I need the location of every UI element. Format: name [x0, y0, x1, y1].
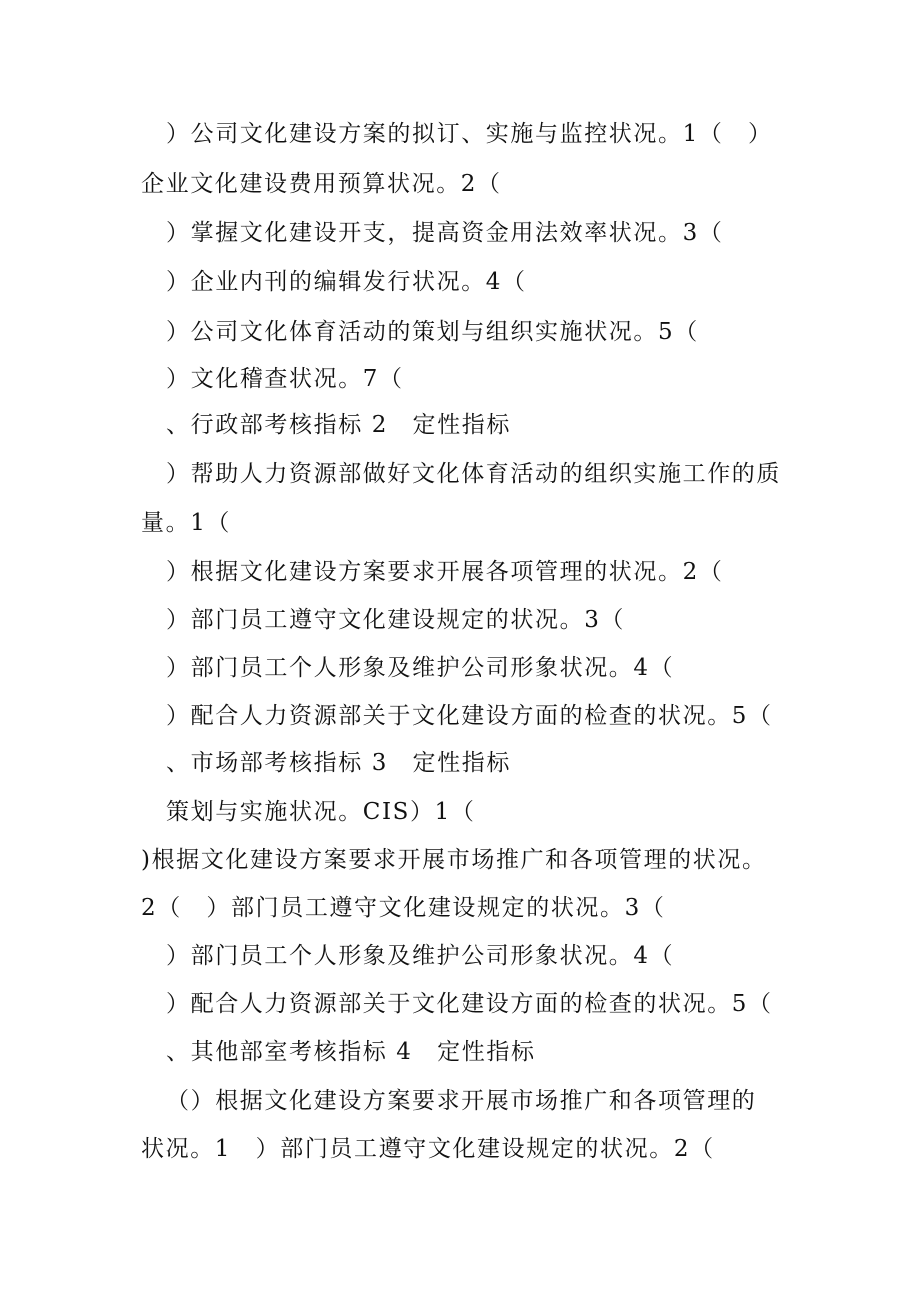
- text-line: ）公司文化建设方案的拟订、实施与监控状况。1（ ）: [166, 121, 773, 147]
- text-line: 状况。1 ）部门员工遵守文化建设规定的状况。2（: [141, 1136, 715, 1162]
- text-line: ）掌握文化建设开支，提高资金用法效率状况。3（: [166, 220, 724, 246]
- text-line: ）根据文化建设方案要求开展各项管理的状况。2（: [166, 559, 724, 585]
- text-line: 企业文化建设费用预算状况。2（: [141, 171, 502, 197]
- section-heading: 、行政部考核指标 2 定性指标: [166, 412, 511, 438]
- text-line: （）根据文化建设方案要求开展市场推广和各项管理的: [166, 1088, 757, 1114]
- text-line: ）文化稽查状况。7（: [166, 366, 404, 392]
- text-line: )根据文化建设方案要求开展市场推广和各项管理的状况。: [141, 847, 767, 873]
- text-line: ）部门员工遵守文化建设规定的状况。3（: [166, 607, 626, 633]
- text-line: ）配合人力资源部关于文化建设方面的检查的状况。5（: [166, 991, 773, 1017]
- text-line: ）企业内刊的编辑发行状况。4（: [166, 269, 527, 295]
- text-line: ）部门员工个人形象及维护公司形象状况。4（: [166, 943, 675, 969]
- section-heading: 、市场部考核指标 3 定性指标: [166, 750, 511, 776]
- text-line: ）公司文化体育活动的策划与组织实施状况。5（: [166, 319, 699, 345]
- text-line: ）配合人力资源部关于文化建设方面的检查的状况。5（: [166, 703, 773, 729]
- text-line: 策划与实施状况。CIS）1（: [166, 799, 476, 825]
- text-line: ）部门员工个人形象及维护公司形象状况。4（: [166, 655, 675, 681]
- text-line: ）帮助人力资源部做好文化体育活动的组织实施工作的质: [166, 461, 781, 487]
- text-line: 2（ ）部门员工遵守文化建设规定的状况。3（: [141, 895, 666, 921]
- section-heading: 、其他部室考核指标 4 定性指标: [166, 1039, 536, 1065]
- text-line: 量。1（: [141, 510, 232, 536]
